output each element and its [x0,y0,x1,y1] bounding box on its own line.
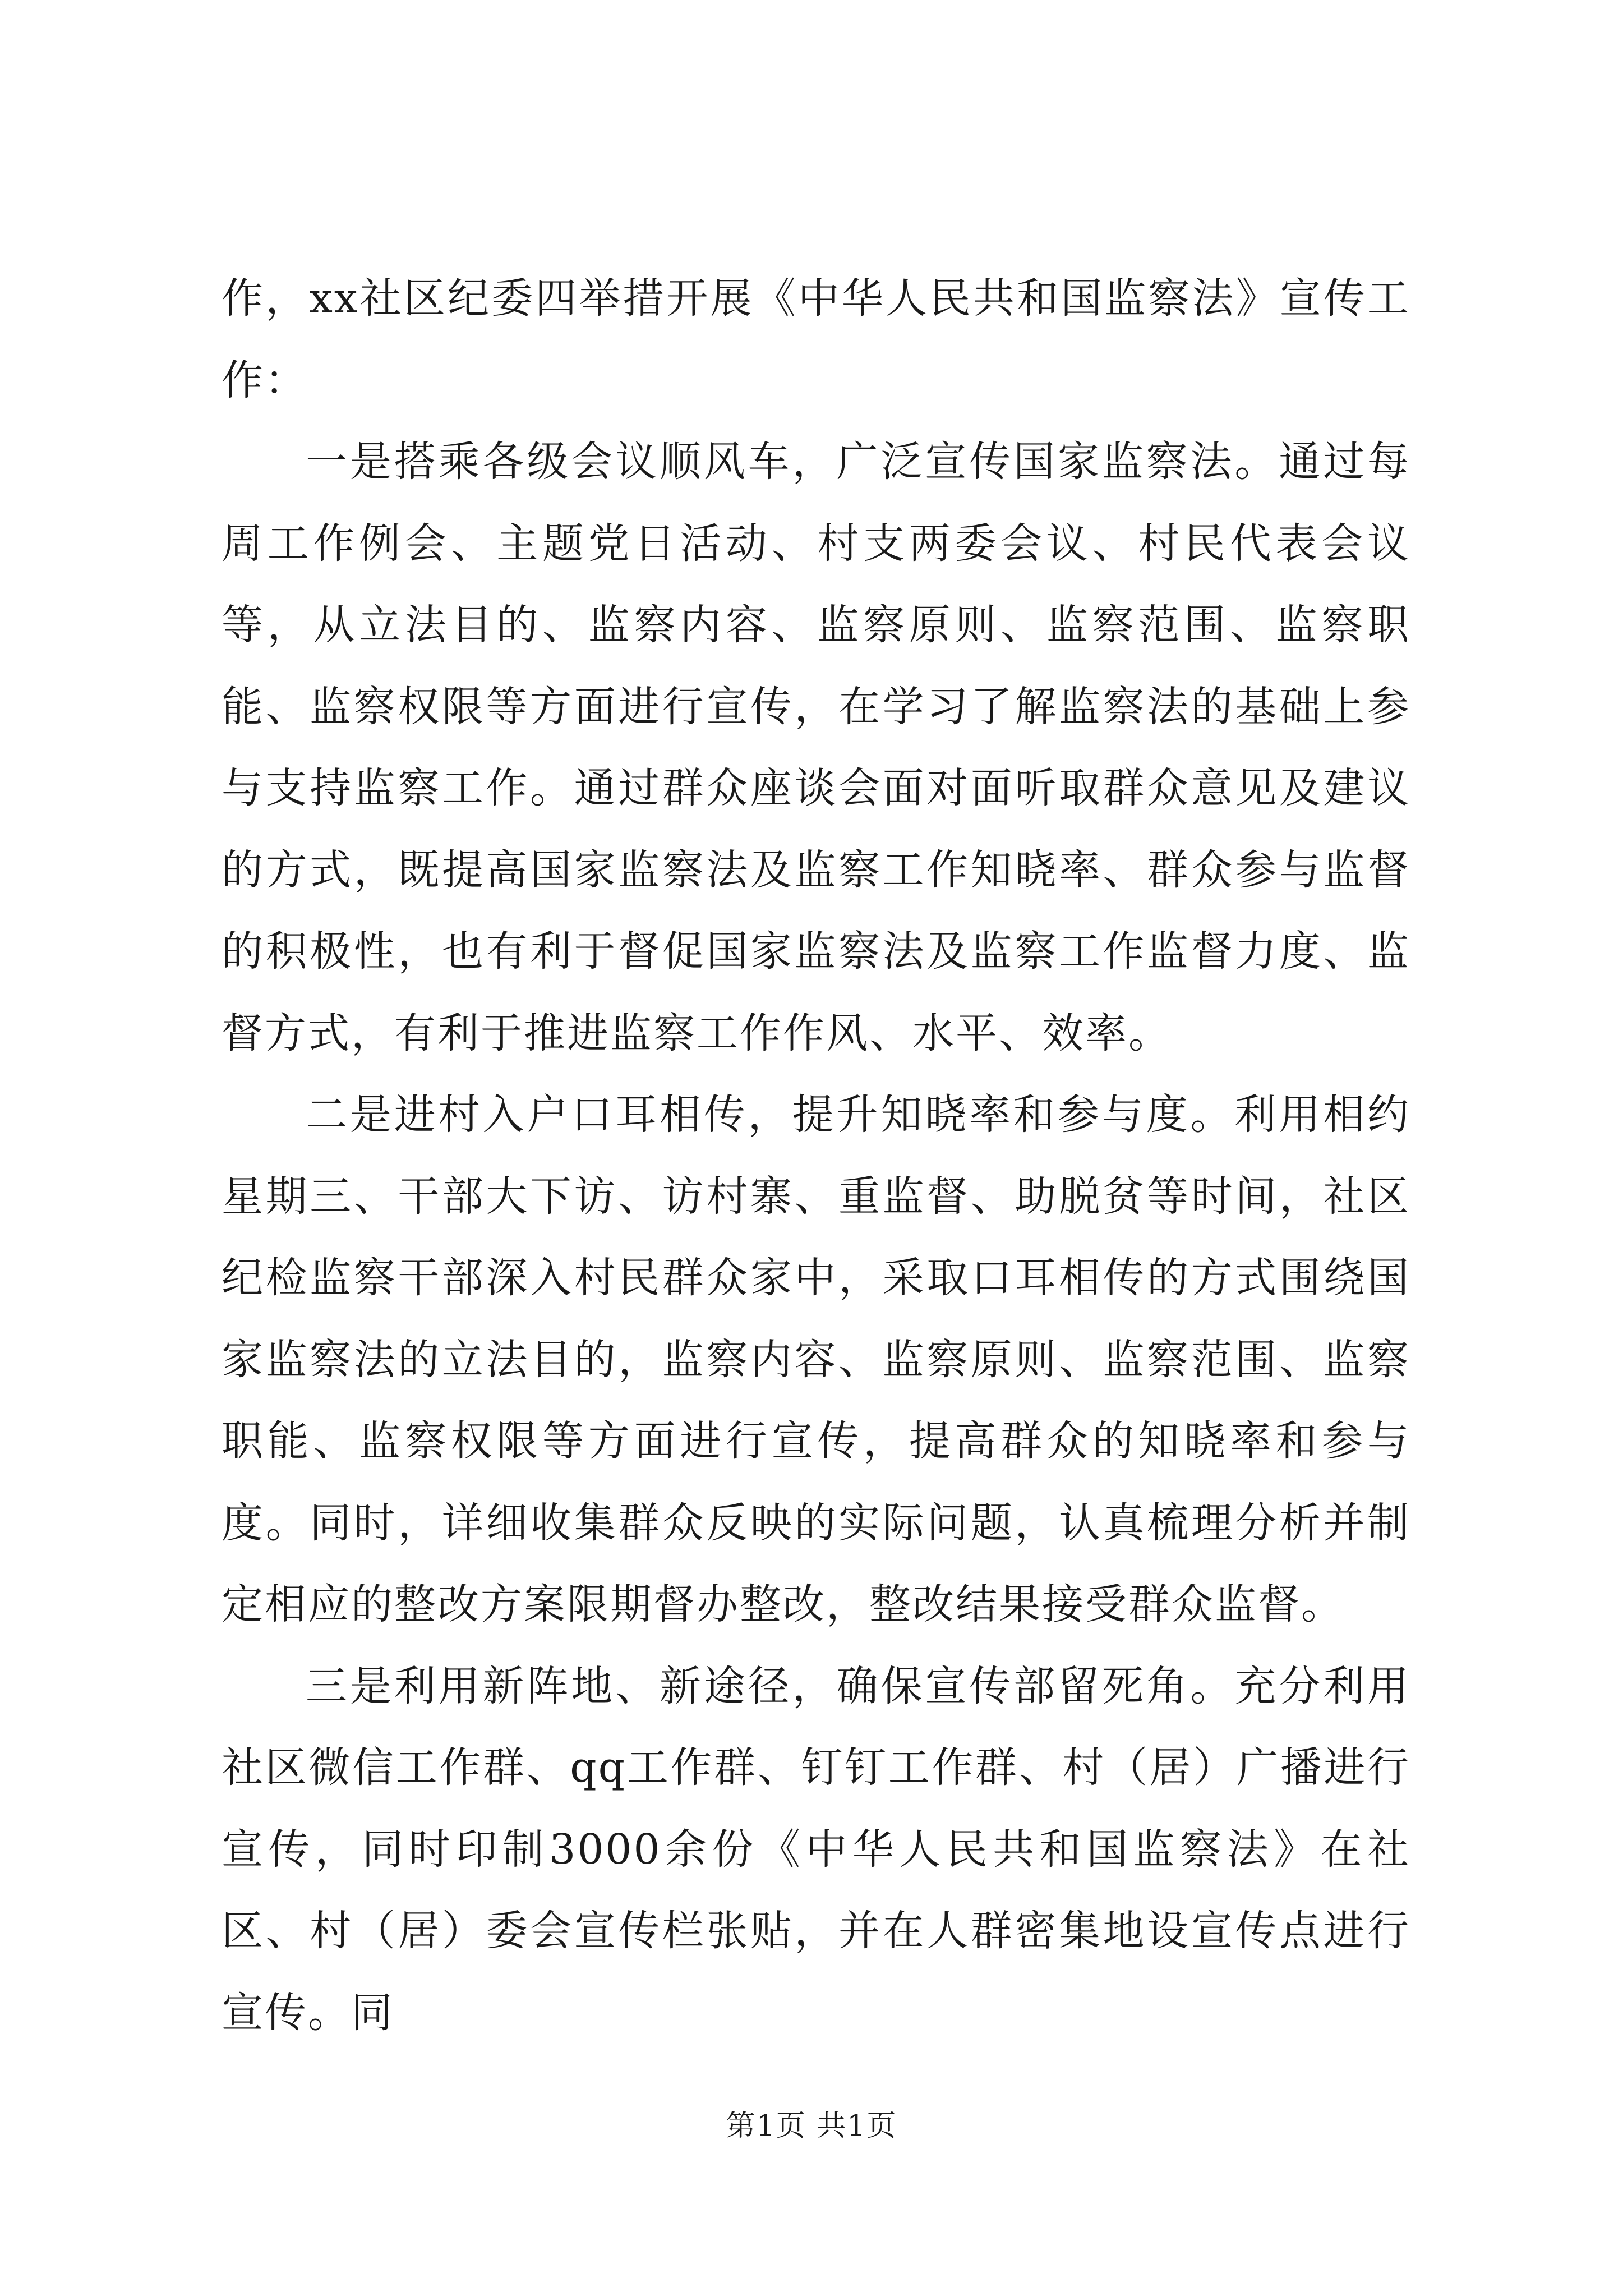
paragraph-measure-two: 二是进村入户口耳相传，提升知晓率和参与度。利用相约星期三、干部大下访、访村寨、重监督、助脱贫等时间，社区纪检监察干部深入村民群众家中，采取口耳相传的方式围绕国家监察法的立法目的，监察内容、监察原则、监察范围、监察职能、监察权限等方面进行宣传，提高群众的知晓率和参与度。同时，详细收集群众反映的实际问题，认真梳理分析并制定相应的整改方案限期督办整改，整改结果接受群众监督。 [222,1091,1410,1628]
page-footer: 第1页 共1页 [726,2109,897,2143]
paragraph-measure-three: 三是利用新阵地、新途径，确保宣传部留死角。充分利用社区微信工作群、qq工作群、钉钉工作群、村（居）广播进行宣传，同时印制3000余份《中华人民共和国监察法》在社区、村（居）委会宣传栏张贴，并在人群密集地设宣传点进行宣传。同 [222,1662,1410,2037]
paragraph-measure-one: 一是搭乘各级会议顺风车，广泛宣传国家监察法。通过每周工作例会、主题党日活动、村支两委会议、村民代表会议等，从立法目的、监察内容、监察原则、监察范围、监察职能、监察权限等方面进行宣传，在学习了解监察法的基础上参与支持监察工作。通过群众座谈会面对面听取群众意见及建议的方式，既提高国家监察法及监察工作知晓率、群众参与监督的积极性，也有利于督促国家监察法及监察工作监督力度、监督方式，有利于推进监察工作作风、水平、效率。 [222,438,1410,1057]
paragraph-intro: 作，xx社区纪委四举措开展《中华人民共和国监察法》宣传工作： [222,274,1410,404]
document-body [222,258,1410,2054]
